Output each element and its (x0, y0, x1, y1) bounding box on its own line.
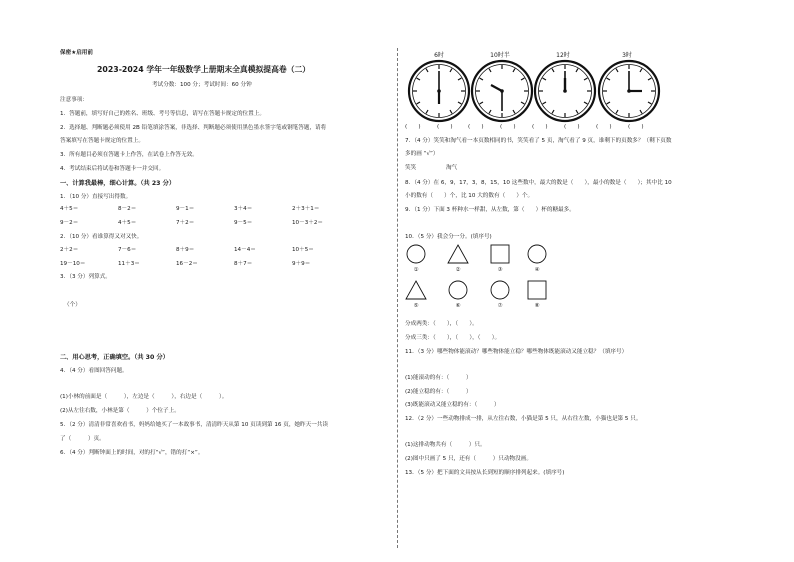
note-item: 答案填写在答题卡规定的位置上。 (60, 138, 144, 144)
note-item: 4．考试结束后将试卷和答题卡一并交回。 (60, 166, 165, 172)
notes-heading: 注意事项： (60, 97, 88, 103)
circle-shape (449, 281, 467, 299)
note-item: 2．选择题、判断题必须使用 2B 铅笔填涂答案，非选择、判断题必须使用黑色墨水签字笔或钢笔答题，请将 (60, 125, 327, 131)
calc-item: 8＋7＝ (234, 261, 253, 267)
note-item: 3．所有题目必须在答题卡上作答，在试卷上作答无效。 (60, 152, 198, 158)
question-2: 2．（10 分）看谁算得又对又快。 (60, 234, 143, 240)
calc-item: 7－6＝ (118, 247, 137, 253)
question-10-b: 分成三类：（ ），（ ），（ ）。 (405, 335, 501, 341)
question-12: 12．（2 分）一些动物排成一排，从左往右数，小猫是第 5 只，从右往左数，小猫也是第 5 只。 (405, 416, 642, 422)
calc-item: 11＋3＝ (118, 261, 140, 267)
question-12-a: (1)这排动物共有（ ）只。 (405, 442, 486, 448)
calc-item: 8＋9＝ (176, 247, 195, 253)
answer-blank[interactable]: ( ) (437, 124, 453, 130)
question-3: 3．（3 分）列算式。 (60, 274, 111, 280)
question-13: 13．（5 分）把下面的文具按从长到短的顺序排列起来。(填序号) (405, 470, 565, 476)
exam-meta: 考试分数：100 分；考试时间：60 分钟 (152, 82, 252, 88)
triangle-shape (448, 245, 468, 263)
calc-item: 9－2＝ (60, 220, 79, 226)
question-4-a: (1)小林的前面是（ ），左边是（ ），右边是（ ）。 (60, 394, 228, 400)
calc-item: 9－1＝ (176, 206, 195, 212)
section-heading: 二、用心思考，正确填空。（共 30 分） (60, 354, 169, 361)
question-11: 11．（3 分）哪些物体能滚动？哪些物体能立稳？哪些物体既能滚动又能立稳？（填序号） (405, 349, 628, 355)
shape-number: ④ (534, 267, 540, 273)
calc-item: 10－3＋2＝ (292, 220, 324, 226)
shape-number: ⑥ (455, 303, 461, 309)
shape-number: ⑦ (497, 303, 503, 309)
answer-blank[interactable]: ( ) (628, 124, 644, 130)
question-11-c: (3)既能滚动又能立稳的有：（ ） (405, 402, 500, 408)
column-divider (397, 48, 398, 548)
question-4-b: (2)从左往右数，小林是第（ ）个位子上。 (60, 408, 180, 414)
question-8: 8．（4 分）在 6，9，17，3，8，15，10 这些数中，最大的数是（ ），最小的数是（ ）；其中比 10 (405, 180, 672, 186)
answer-blank[interactable]: ( ) (405, 124, 421, 130)
calc-item: 8－2＝ (118, 206, 137, 212)
answer-blank[interactable]: ( ) (564, 124, 580, 130)
clock-icon (409, 61, 469, 121)
shape-number: ① (413, 267, 419, 273)
page-title: 2023-2024 学年一年级数学上册期末全真模拟提高卷（二） (97, 65, 311, 74)
question-10-a: 分成两类：（ ），（ ）。 (405, 321, 478, 327)
clock-icon (599, 61, 659, 121)
triangle-shape (406, 281, 426, 299)
question-1: 1．（10 分）直接写出得数。 (60, 194, 132, 200)
clock-label: 12时 (556, 52, 570, 59)
calc-item: 3＋4＝ (234, 206, 253, 212)
calc-item: 19－10＝ (60, 261, 86, 267)
question-9: 9．（1 分）下面 3 杯种水一样甜，从左数，第（ ）杯的糖最多。 (405, 207, 575, 213)
answer-blank[interactable]: ( ) (596, 124, 612, 130)
question-8-cont: 小的数有（ ）个，比 10 大的数有（ ）个。 (405, 193, 534, 199)
calc-item: 4＋5＝ (118, 220, 137, 226)
square-shape (528, 281, 546, 299)
question-11-b: (2)能立稳的有：（ ） (405, 389, 472, 395)
shape-number: ⑧ (534, 303, 540, 309)
option-label: 笑笑 (405, 165, 417, 171)
calc-item: 4＋5＝ (60, 206, 79, 212)
calc-item: 2＋3＋1＝ (292, 206, 320, 212)
question-12-b: (2)图中只画了 5 只，还有（ ）只动物没画。 (405, 456, 532, 462)
question-10: 10．（5 分）我会分一分。(填序号) (405, 234, 492, 240)
calc-item: 10＋5＝ (292, 247, 314, 253)
question-5-cont: 了（ ）页。 (60, 436, 105, 442)
answer-blank[interactable]: ( ) (468, 124, 484, 130)
shape-number: ③ (497, 267, 503, 273)
shape-number: ⑤ (413, 303, 419, 309)
circle-shape (528, 245, 546, 263)
calc-item: 9－5＝ (234, 220, 253, 226)
section-heading: 一、计算我最棒，细心计算。（共 23 分） (60, 180, 176, 187)
clock-icon (472, 61, 532, 121)
calc-item: 7＋2＝ (176, 220, 195, 226)
circle-shape (407, 245, 425, 263)
question-4: 4．（4 分）看图回答问题。 (60, 368, 128, 374)
clock-icon (535, 61, 595, 121)
calc-item: 2＋2＝ (60, 247, 79, 253)
calc-item: 16－2＝ (176, 261, 198, 267)
clock-label: 3时 (622, 52, 632, 59)
question-6: 6．（4 分）判断钟面上的时间，对的打“√”，错的打“×”。 (60, 450, 204, 456)
answer-blank[interactable]: ( ) (500, 124, 516, 130)
question-5: 5．（2 分）清清非常喜欢看书，妈妈给她买了一本故事书，清清昨天从第 10 页读到第 16 页，她昨天一共读 (60, 422, 328, 428)
secret-label: 保密★启用前 (60, 50, 93, 56)
unit-label: （个） (64, 302, 81, 308)
shape-number: ② (455, 267, 461, 273)
question-7-cont: 多的画 “√”） (405, 151, 439, 157)
clock-label: 10时半 (490, 52, 510, 59)
square-shape (491, 245, 509, 263)
calc-item: 9＋9＝ (292, 261, 311, 267)
clock-label: 6时 (434, 52, 444, 59)
option-label: 淘气 (446, 165, 458, 171)
clock-faces (405, 58, 665, 124)
calc-item: 14－4＝ (234, 247, 256, 253)
circle-shape (491, 281, 509, 299)
note-item: 1．答题前，填写好自己的姓名、班级、考号等信息，请写在答题卡规定的位置上。 (60, 111, 265, 117)
question-11-a: (1)能滚动的有：（ ） (405, 375, 472, 381)
answer-blank[interactable]: ( ) (532, 124, 548, 130)
question-7: 7．（4 分）笑笑和淘气看一本页数相同的书，笑笑看了 5 页，淘气看了 9 页，谁剩下的页数多？（剩下页数 (405, 138, 672, 144)
